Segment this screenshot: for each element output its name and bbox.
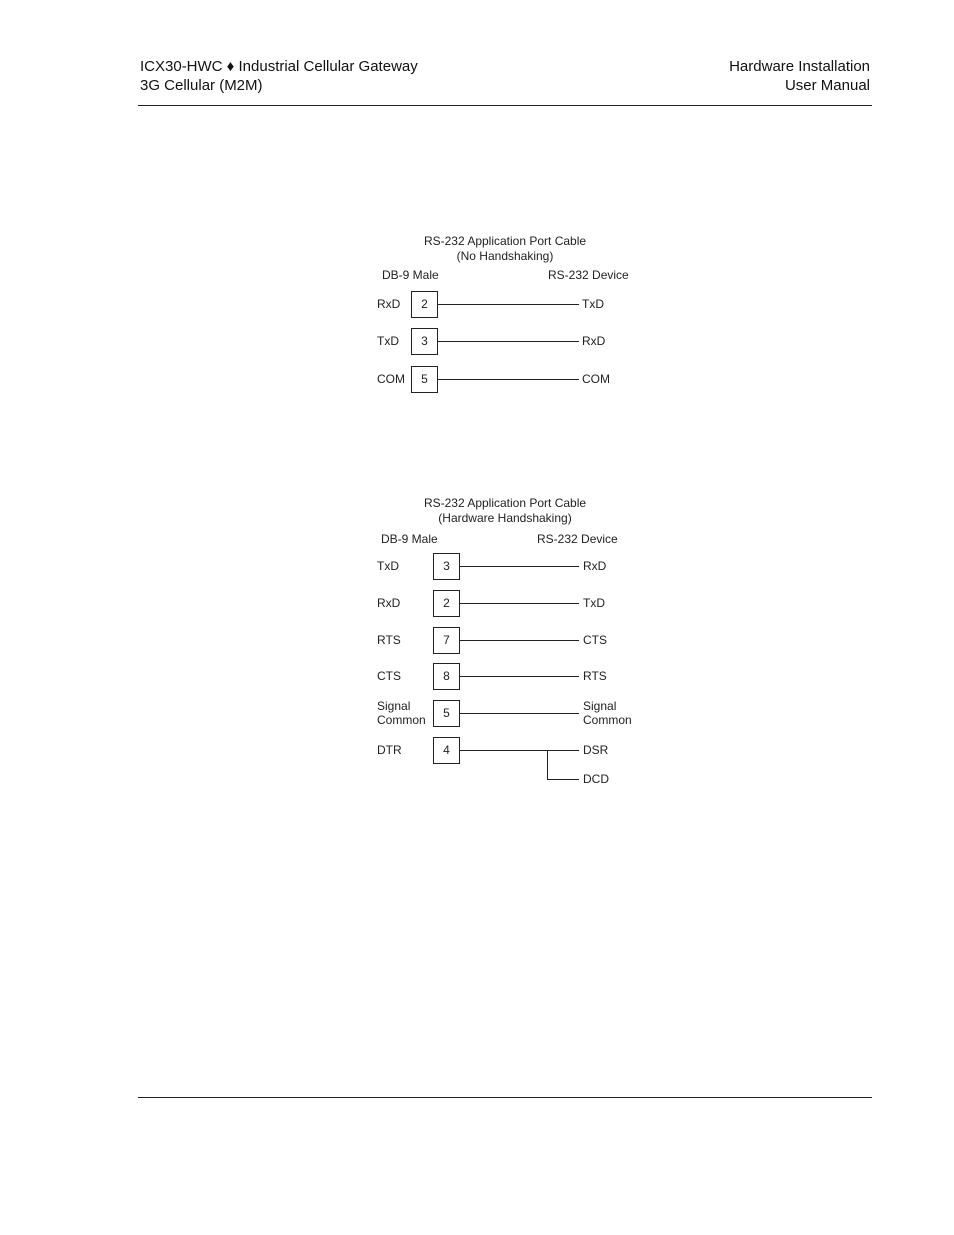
pin-box: 2 — [411, 291, 438, 318]
pin-box: 3 — [411, 328, 438, 355]
left-signal-label: Signal Common — [377, 699, 426, 727]
diagram-subtitle: (Hardware Handshaking) — [438, 511, 572, 525]
left-signal-label: COM — [377, 372, 405, 386]
wire — [438, 304, 579, 305]
diagram-subtitle: (No Handshaking) — [456, 249, 554, 263]
header-left — [140, 57, 418, 95]
wire — [460, 676, 579, 677]
wire — [460, 603, 579, 604]
wire — [460, 713, 579, 714]
wire — [460, 640, 579, 641]
header-divider — [138, 105, 872, 106]
wire — [460, 566, 579, 567]
right-signal-label: RTS — [583, 669, 607, 683]
right-header: RS-232 Device — [548, 268, 629, 282]
branch-signal-label: DCD — [583, 772, 609, 786]
branch-wire-vertical — [547, 750, 548, 779]
right-signal-label: TxD — [582, 297, 604, 311]
right-signal-label: DSR — [583, 743, 609, 757]
pin-box: 4 — [433, 737, 460, 764]
left-header: DB-9 Male — [382, 268, 439, 282]
left-header: DB-9 Male — [381, 532, 438, 546]
pin-box: 2 — [433, 590, 460, 617]
right-signal-label: Signal Common — [583, 699, 632, 727]
document-title: ICX30-HWC ♦ Industrial Cellular Gateway — [140, 58, 418, 75]
pin-box: 3 — [433, 553, 460, 580]
left-signal-label: CTS — [377, 669, 401, 683]
footer-divider — [138, 1097, 872, 1098]
pin-box: 5 — [433, 700, 460, 727]
diagram-title: RS-232 Application Port Cable — [423, 234, 587, 248]
right-signal-label: COM — [582, 372, 610, 386]
manual-title: User Manual — [784, 77, 870, 94]
pin-box: 8 — [433, 663, 460, 690]
left-signal-label: TxD — [377, 559, 399, 573]
pin-box: 7 — [433, 627, 460, 654]
left-signal-label: RTS — [377, 633, 401, 647]
wire — [438, 341, 579, 342]
left-signal-label: RxD — [377, 297, 401, 311]
pin-box: 5 — [411, 366, 438, 393]
right-header: RS-232 Device — [537, 532, 618, 546]
cable-diagram-no-handshaking — [340, 234, 670, 404]
header-right — [729, 57, 870, 95]
right-signal-label: RxD — [582, 334, 606, 348]
diagram-title: RS-232 Application Port Cable — [423, 496, 587, 510]
left-signal-label: TxD — [377, 334, 399, 348]
branch-wire — [547, 779, 579, 780]
left-signal-label: RxD — [377, 596, 401, 610]
right-signal-label: CTS — [583, 633, 607, 647]
section-title: Hardware Installation — [729, 58, 870, 75]
right-signal-label: TxD — [583, 596, 605, 610]
wire — [460, 750, 579, 751]
document-subtitle: 3G Cellular (M2M) — [140, 77, 263, 94]
left-signal-label: DTR — [377, 743, 402, 757]
right-signal-label: RxD — [583, 559, 607, 573]
wire — [438, 379, 579, 380]
cable-diagram-hardware-handshaking — [340, 496, 670, 796]
